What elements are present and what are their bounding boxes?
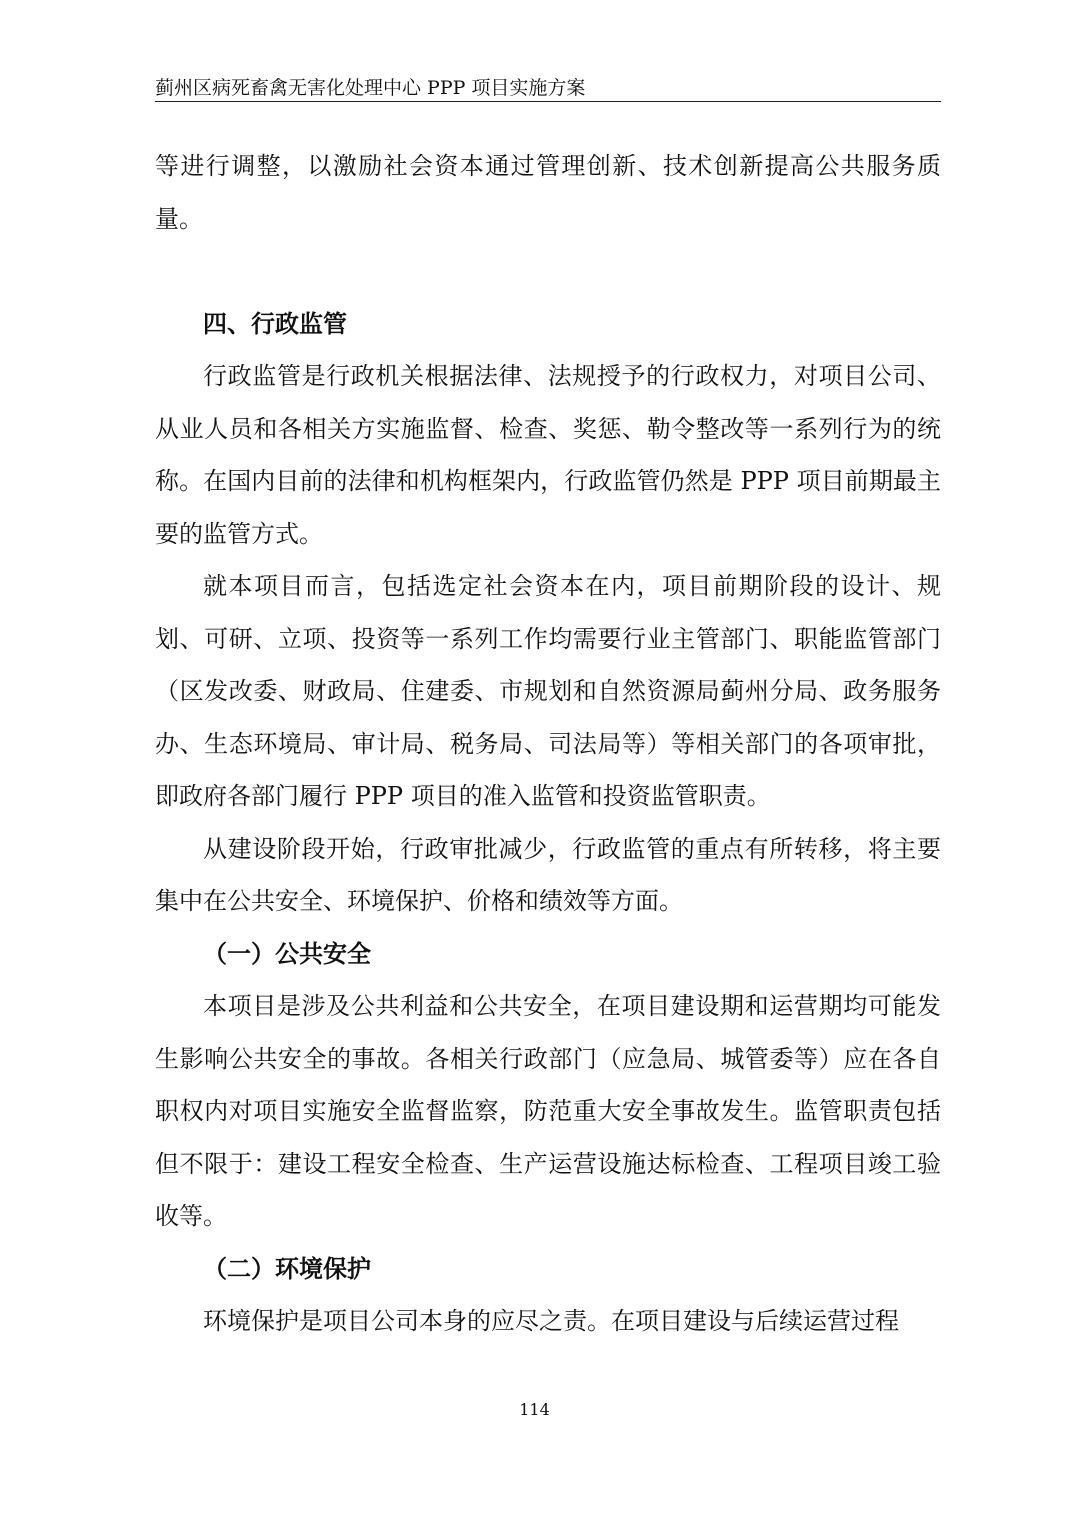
sub-heading-public-safety: （一）公共安全 xyxy=(203,938,371,968)
section-heading-administrative-supervision: 四、行政监管 xyxy=(203,308,347,338)
paragraph-definition: 行政监管是行政机关根据法律、法规授予的行政权力，对项目公司、从业人员和各相关方实施监督、检查、奖惩、勒令整改等一系列行为的统称。在国内目前的法律和机构框架内，行政监管仍然是 PPP 项目前期最主要的监管方式。 xyxy=(155,362,941,548)
paragraph-environmental-protection: 环境保护是项目公司本身的应尽之责。在项目建设与后续运营过程 xyxy=(203,1307,899,1335)
paragraph-public-safety: 本项目是涉及公共利益和公共安全，在项目建设期和运营期均可能发生影响公共安全的事故。各相关行政部门（应急局、城管委等）应在各自职权内对项目实施安全监督监察，防范重大安全事故发生。监管职责包括但不限于：建设工程安全检查、生产运营设施达标检查、工程项目竣工验收等。 xyxy=(155,992,941,1230)
page-number: 114 xyxy=(519,1400,550,1419)
paragraph-construction-phase: 从建设阶段开始，行政审批减少，行政监管的重点有所转移，将主要集中在公共安全、环境保护、价格和绩效等方面。 xyxy=(155,834,941,915)
sub-heading-environmental-protection: （二）环境保护 xyxy=(203,1253,371,1283)
running-header: 蓟州区病死畜禽无害化处理中心 PPP 项目实施方案 xyxy=(155,77,586,99)
document-body xyxy=(155,140,941,1348)
header-rule xyxy=(155,101,941,102)
continuation-paragraph: 等进行调整，以激励社会资本通过管理创新、技术创新提高公共服务质量。 xyxy=(155,152,941,233)
paragraph-project-approvals: 就本项目而言，包括选定社会资本在内，项目前期阶段的设计、规划、可研、立项、投资等一系列工作均需要行业主管部门、职能监管部门（区发改委、财政局、住建委、市规划和自然资源局蓟州分局、政务服务办、生态环境局、审计局、税务局、司法局等）等相关部门的各项审批，即政府各部门履行 PPP 项目的准入监管和投资监管职责。 xyxy=(155,572,941,810)
